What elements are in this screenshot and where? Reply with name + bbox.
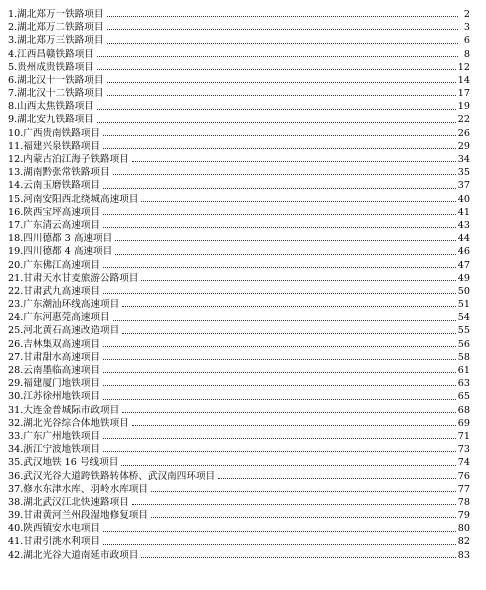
- toc-entry[interactable]: [8, 522, 470, 535]
- toc-entry-title[interactable]: 22.甘肃武九高速项目: [8, 285, 101, 297]
- dot-leader: [103, 544, 456, 545]
- dot-leader: [115, 254, 456, 255]
- toc-entry-page-number[interactable]: 14: [457, 74, 470, 86]
- toc-entry-title[interactable]: 33.广东广州地铁项目: [8, 430, 101, 442]
- toc-entry[interactable]: [8, 338, 470, 351]
- dot-leader: [103, 148, 456, 149]
- toc-entry-page-number[interactable]: 35: [457, 167, 470, 179]
- toc-entry-title[interactable]: 3.湖北郑万三铁路项目: [8, 35, 104, 47]
- dot-leader: [107, 82, 456, 83]
- dot-leader: [103, 227, 456, 228]
- dot-leader: [121, 465, 455, 466]
- dot-leader: [151, 517, 456, 518]
- toc-entry[interactable]: [8, 153, 470, 166]
- toc-entry-page-number[interactable]: 73: [457, 444, 470, 456]
- toc-entry[interactable]: [8, 87, 470, 100]
- toc-entry-page-number[interactable]: 41: [457, 206, 470, 218]
- dot-leader: [107, 29, 459, 30]
- toc-entry[interactable]: [8, 298, 470, 311]
- toc-entry-page-number[interactable]: 71: [457, 430, 470, 442]
- toc-entry[interactable]: [8, 430, 470, 443]
- toc-entry[interactable]: [8, 34, 470, 47]
- dot-leader: [122, 306, 456, 307]
- toc-entry-page-number[interactable]: 65: [457, 391, 470, 403]
- toc-entry-page-number[interactable]: 83: [457, 549, 470, 561]
- toc-entry[interactable]: [8, 245, 470, 258]
- toc-entry[interactable]: [8, 509, 470, 522]
- dot-leader: [103, 531, 456, 532]
- toc-entry-title[interactable]: 25.河北黄石高速改造项目: [8, 325, 120, 337]
- dot-leader: [132, 161, 456, 162]
- toc-entry-page-number[interactable]: 58: [457, 351, 470, 363]
- toc-entry[interactable]: [8, 536, 470, 549]
- toc-entry[interactable]: [8, 179, 470, 192]
- toc-entry-page-number[interactable]: 46: [457, 246, 470, 258]
- toc-entry-title[interactable]: 17.广东清云高速项目: [8, 219, 101, 231]
- toc-entry-title[interactable]: 9.湖北安九铁路项目: [8, 114, 94, 126]
- toc-entry-title[interactable]: 32.湖北光谷综合体地铁项目: [8, 417, 129, 429]
- toc-entry-title[interactable]: 6.湖北汉十一铁路项目: [8, 74, 104, 86]
- toc-entry[interactable]: [8, 443, 470, 456]
- dot-leader: [218, 478, 456, 479]
- toc-entry[interactable]: [8, 74, 470, 87]
- toc-entry[interactable]: [8, 259, 470, 272]
- toc-entry[interactable]: [8, 351, 470, 364]
- toc-entry-title[interactable]: 40.陕西镇安水电项目: [8, 523, 101, 535]
- toc-entry-page-number[interactable]: 77: [457, 483, 470, 495]
- toc-entry-title[interactable]: 36.武汉光谷大道跨铁路转体桥、武汉南四环项目: [8, 470, 216, 482]
- toc-entry[interactable]: [8, 8, 470, 21]
- dot-leader: [97, 69, 456, 70]
- dot-leader: [103, 346, 456, 347]
- toc-entry-page-number[interactable]: 44: [457, 233, 470, 245]
- toc-entry[interactable]: [8, 219, 470, 232]
- toc-entry-page-number[interactable]: 12: [457, 61, 470, 73]
- toc-entry[interactable]: [8, 456, 470, 469]
- toc-entry-page-number[interactable]: 47: [457, 259, 470, 271]
- dot-leader: [103, 359, 456, 360]
- toc-entry-title[interactable]: 8.山西太焦铁路项目: [8, 101, 94, 113]
- toc-entry-page-number[interactable]: 56: [457, 338, 470, 350]
- toc-entry[interactable]: [8, 404, 470, 417]
- toc-entry-page-number[interactable]: 78: [457, 496, 470, 508]
- dot-leader: [141, 557, 455, 558]
- toc-entry[interactable]: [8, 166, 470, 179]
- dot-leader: [103, 214, 456, 215]
- toc-entry-title[interactable]: 24.广东河惠莞高速项目: [8, 312, 110, 324]
- toc-entry-title[interactable]: 18.四川德都 3 高速项目: [8, 233, 113, 245]
- toc-entry[interactable]: [8, 364, 470, 377]
- toc-entry-page-number[interactable]: 51: [457, 299, 470, 311]
- toc-entry[interactable]: [8, 114, 470, 127]
- toc-entry-page-number[interactable]: 49: [457, 272, 470, 284]
- table-of-contents: [8, 8, 470, 562]
- toc-entry-page-number[interactable]: 26: [457, 127, 470, 139]
- toc-entry[interactable]: [8, 61, 470, 74]
- toc-entry[interactable]: [8, 549, 470, 562]
- dot-leader: [122, 333, 456, 334]
- toc-entry-page-number[interactable]: 3: [463, 22, 470, 34]
- toc-entry[interactable]: [8, 193, 470, 206]
- toc-entry[interactable]: [8, 100, 470, 113]
- toc-entry-page-number[interactable]: 79: [457, 510, 470, 522]
- toc-entry-title[interactable]: 4.江西昌赣铁路项目: [8, 48, 94, 60]
- dot-leader: [122, 412, 456, 413]
- toc-entry-title[interactable]: 2.湖北郑万二铁路项目: [8, 22, 104, 34]
- toc-entry[interactable]: [8, 483, 470, 496]
- toc-entry-page-number[interactable]: 68: [457, 404, 470, 416]
- toc-entry-page-number[interactable]: 34: [457, 154, 470, 166]
- toc-entry[interactable]: [8, 127, 470, 140]
- toc-entry-page-number[interactable]: 6: [463, 35, 470, 47]
- toc-entry-title[interactable]: 42.湖北光谷大道南延市政项目: [8, 549, 139, 561]
- toc-entry-title[interactable]: 38.湖北武汉江北快速路项目: [8, 496, 129, 508]
- toc-entry-page-number[interactable]: 2: [463, 8, 470, 20]
- dot-leader: [103, 399, 456, 400]
- toc-entry-page-number[interactable]: 54: [457, 312, 470, 324]
- toc-entry[interactable]: [8, 285, 470, 298]
- toc-entry[interactable]: [8, 48, 470, 61]
- toc-entry-page-number[interactable]: 8: [463, 48, 470, 60]
- dot-leader: [103, 293, 456, 294]
- toc-entry-page-number[interactable]: 43: [457, 219, 470, 231]
- dot-leader: [132, 504, 456, 505]
- toc-entry[interactable]: [8, 390, 470, 403]
- toc-entry[interactable]: [8, 496, 470, 509]
- toc-entry-title[interactable]: 20.广东佛江高速项目: [8, 259, 101, 271]
- dot-leader: [107, 16, 459, 17]
- toc-entry-page-number[interactable]: 19: [457, 101, 470, 113]
- toc-entry-title[interactable]: 41.甘肃引洮水利项目: [8, 536, 101, 548]
- toc-entry-page-number[interactable]: 17: [457, 88, 470, 100]
- toc-entry[interactable]: [8, 272, 470, 285]
- toc-entry-page-number[interactable]: 29: [457, 140, 470, 152]
- toc-entry-title[interactable]: 26.吉林集双高速项目: [8, 338, 101, 350]
- toc-entry-page-number[interactable]: 80: [457, 523, 470, 535]
- dot-leader: [97, 122, 456, 123]
- dot-leader: [151, 491, 456, 492]
- dot-leader: [97, 56, 458, 57]
- toc-entry-title[interactable]: 16.陕西宝坪高速项目: [8, 206, 101, 218]
- toc-entry-title[interactable]: 15.河南安阳西北绕城高速项目: [8, 193, 139, 205]
- toc-entry-title[interactable]: 21.甘肃天水甘麦旅游公路项目: [8, 272, 139, 284]
- toc-entry-title[interactable]: 10.广西贵南铁路项目: [8, 127, 101, 139]
- toc-entry[interactable]: [8, 311, 470, 324]
- toc-entry[interactable]: [8, 325, 470, 338]
- dot-leader: [115, 240, 456, 241]
- dot-leader: [103, 451, 456, 452]
- toc-entry-title[interactable]: 14.云南玉磨铁路项目: [8, 180, 101, 192]
- toc-entry-title[interactable]: 34.浙江宁波地铁项目: [8, 444, 101, 456]
- toc-entry-title[interactable]: 19.四川德都 4 高速项目: [8, 246, 113, 258]
- toc-entry-page-number[interactable]: 40: [457, 193, 470, 205]
- toc-entry-title[interactable]: 35.武汉地铁 16 号线项目: [8, 457, 119, 469]
- toc-entry[interactable]: [8, 377, 470, 390]
- dot-leader: [103, 135, 456, 136]
- dot-leader: [97, 109, 456, 110]
- toc-entry[interactable]: [8, 417, 470, 430]
- dot-leader: [113, 320, 456, 321]
- toc-entry[interactable]: [8, 140, 470, 153]
- toc-entry-title[interactable]: 39.甘肃黄河兰州段湿地修复项目: [8, 510, 148, 522]
- toc-entry[interactable]: [8, 470, 470, 483]
- toc-entry-title[interactable]: 1.湖北郑万一铁路项目: [8, 8, 104, 20]
- dot-leader: [132, 425, 456, 426]
- toc-entry-page-number[interactable]: 74: [457, 457, 470, 469]
- toc-entry-title[interactable]: 30.江苏徐州地铁项目: [8, 391, 101, 403]
- toc-entry-title[interactable]: 12.内蒙古泊江海子铁路项目: [8, 154, 129, 166]
- toc-entry-title[interactable]: 23.广东潮汕环线高速项目: [8, 299, 120, 311]
- toc-entry[interactable]: [8, 232, 470, 245]
- dot-leader: [141, 280, 455, 281]
- dot-leader: [103, 372, 456, 373]
- toc-entry-title[interactable]: 5.贵州成贵铁路项目: [8, 61, 94, 73]
- dot-leader: [107, 95, 456, 96]
- toc-entry[interactable]: [8, 21, 470, 34]
- dot-leader: [141, 201, 455, 202]
- toc-entry-page-number[interactable]: 76: [457, 470, 470, 482]
- dot-leader: [103, 188, 456, 189]
- dot-leader: [103, 385, 456, 386]
- toc-entry-page-number[interactable]: 82: [457, 536, 470, 548]
- dot-leader: [107, 43, 459, 44]
- dot-leader: [103, 438, 456, 439]
- toc-entry-title[interactable]: 7.湖北汉十二铁路项目: [8, 88, 104, 100]
- toc-entry-title[interactable]: 31.大连金普城际市政项目: [8, 404, 120, 416]
- toc-entry-title[interactable]: 28.云南墨临高速项目: [8, 365, 101, 377]
- toc-entry-title[interactable]: 27.甘肃甜水高速项目: [8, 351, 101, 363]
- toc-entry-page-number[interactable]: 61: [457, 365, 470, 377]
- toc-entry-page-number[interactable]: 63: [457, 378, 470, 390]
- toc-entry-page-number[interactable]: 55: [457, 325, 470, 337]
- toc-entry[interactable]: [8, 206, 470, 219]
- toc-entry-page-number[interactable]: 69: [457, 417, 470, 429]
- toc-entry-title[interactable]: 13.湖南黔张常铁路项目: [8, 167, 110, 179]
- dot-leader: [103, 267, 456, 268]
- toc-entry-page-number[interactable]: 37: [457, 180, 470, 192]
- toc-entry-title[interactable]: 37.修水东津水库、羽岭水库项目: [8, 483, 148, 495]
- toc-entry-title[interactable]: 11.福建兴泉铁路项目: [8, 140, 101, 152]
- dot-leader: [113, 174, 456, 175]
- toc-entry-page-number[interactable]: 50: [457, 285, 470, 297]
- toc-entry-title[interactable]: 29.福建厦门地铁项目: [8, 378, 101, 390]
- toc-entry-page-number[interactable]: 22: [457, 114, 470, 126]
